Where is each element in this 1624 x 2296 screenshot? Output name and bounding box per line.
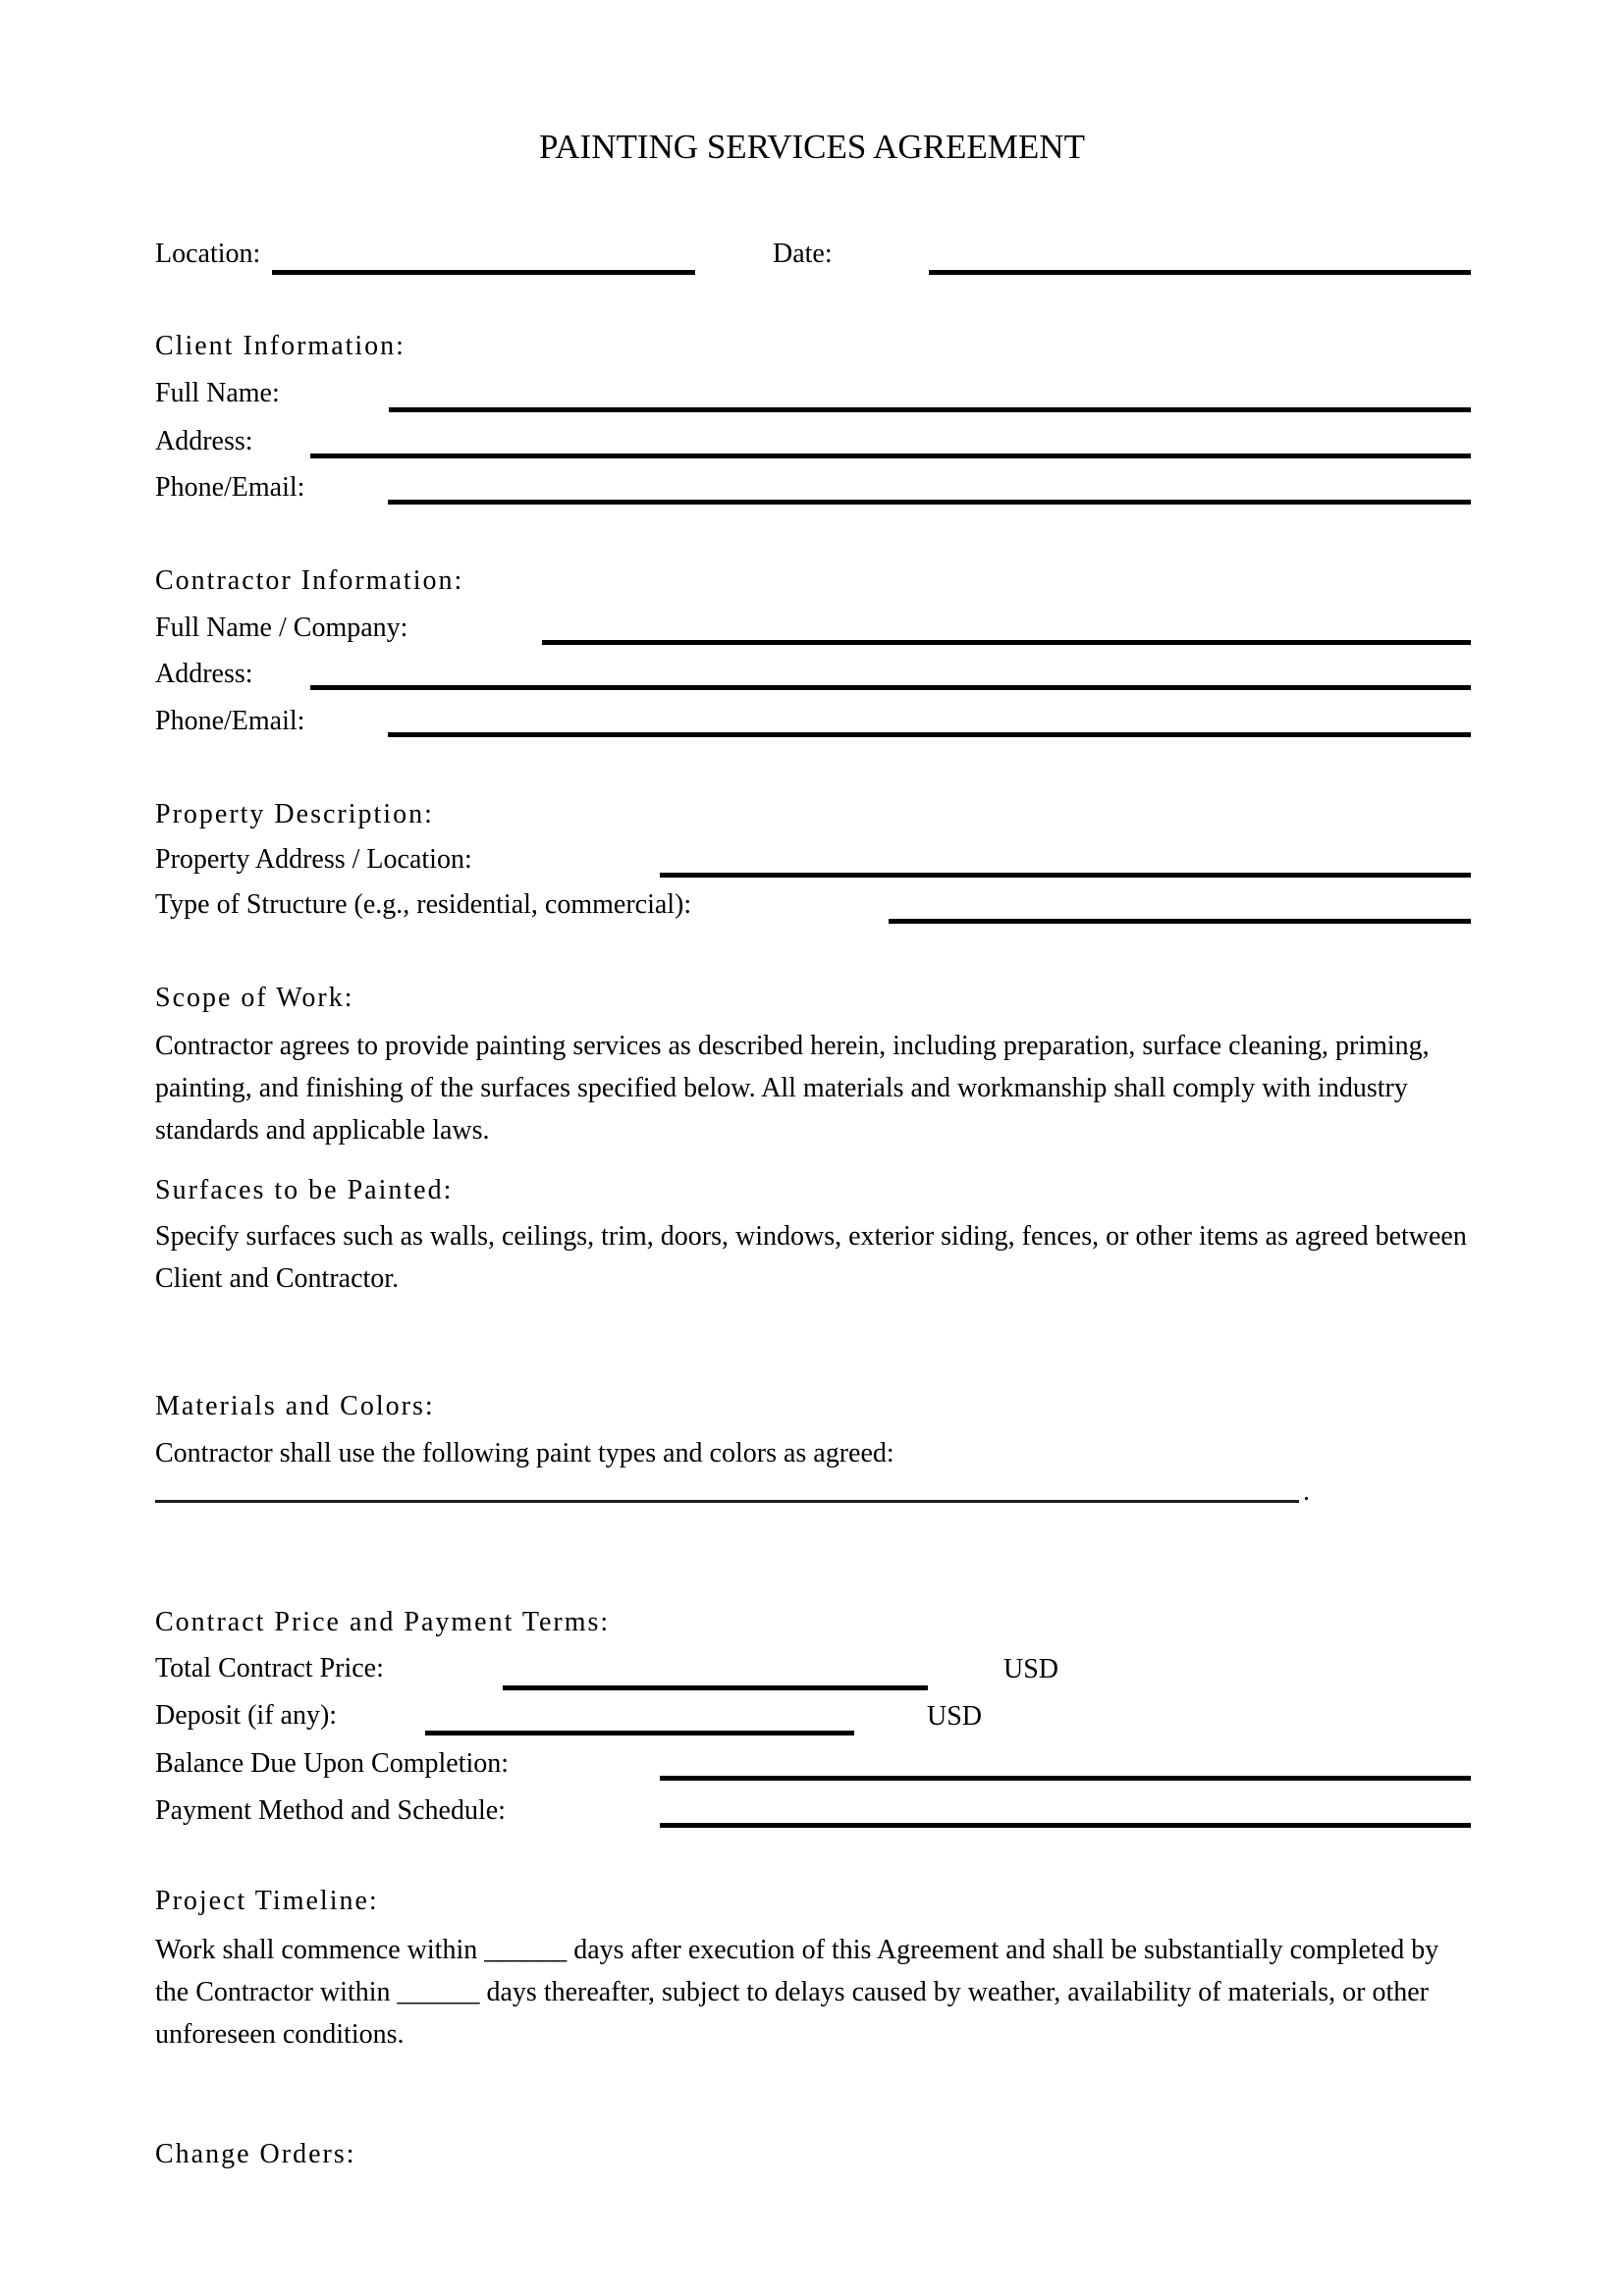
structure-type-blank-line (889, 919, 1471, 924)
change-orders-heading: Change Orders: (155, 2139, 356, 2169)
timeline-line: Work shall commence within ______ days after execution of this Agreement and shall be substantially completed by (155, 1935, 1439, 1965)
client-full-name-label: Full Name: (155, 378, 280, 408)
deposit-label: Deposit (if any): (155, 1700, 338, 1731)
surfaces-line: Specify surfaces such as walls, ceilings, trim, doors, windows, exterior siding, fences, or other items as agreed between (155, 1221, 1467, 1252)
total-price-label: Total Contract Price: (155, 1653, 384, 1683)
contractor-information-heading: Contractor Information: (155, 565, 464, 596)
property-address-blank-line (660, 873, 1471, 878)
client-full-name-blank-line (389, 407, 1471, 412)
structure-type-label: Type of Structure (e.g., residential, commercial): (155, 889, 692, 920)
location-label: Location: (155, 239, 261, 269)
contractor-phone-email-blank-line (388, 732, 1471, 737)
payment-method-blank-line (660, 1823, 1471, 1828)
location-blank-line (272, 270, 695, 275)
date-label: Date: (773, 239, 833, 269)
scope-line: Contractor agrees to provide painting services as described herein, including preparation, surface cleaning, priming, (155, 1031, 1430, 1061)
deposit-currency: USD (927, 1701, 983, 1732)
project-timeline-paragraph (155, 1929, 1438, 2056)
property-address-label: Property Address / Location: (155, 844, 472, 875)
scope-line: painting, and finishing of the surfaces specified below. All materials and workmanship shall comply with industry (155, 1073, 1408, 1103)
client-information-heading: Client Information: (155, 331, 406, 361)
timeline-line: unforeseen conditions. (155, 2019, 405, 2050)
document-title: PAINTING SERVICES AGREEMENT (539, 128, 1085, 166)
surfaces-heading: Surfaces to be Painted: (155, 1175, 454, 1205)
client-address-label: Address: (155, 426, 253, 456)
materials-blank-line (155, 1500, 1299, 1503)
property-description-heading: Property Description: (155, 799, 434, 829)
scope-line: standards and applicable laws. (155, 1115, 490, 1146)
project-timeline-heading: Project Timeline: (155, 1886, 379, 1916)
client-address-blank-line (310, 454, 1471, 458)
surfaces-line: Client and Contractor. (155, 1263, 400, 1294)
scope-of-work-paragraph (155, 1025, 1430, 1151)
materials-heading: Materials and Colors: (155, 1391, 435, 1421)
total-price-currency: USD (1003, 1654, 1059, 1684)
materials-blank-terminator: . (1303, 1476, 1310, 1507)
payment-method-label: Payment Method and Schedule: (155, 1795, 506, 1826)
date-blank-line (929, 270, 1471, 275)
surfaces-paragraph (155, 1215, 1467, 1300)
contractor-address-label: Address: (155, 659, 253, 689)
client-phone-email-blank-line (388, 500, 1471, 505)
contractor-full-name-company-label: Full Name / Company: (155, 613, 408, 643)
materials-intro-text: Contractor shall use the following paint types and colors as agreed: (155, 1438, 894, 1468)
contractor-address-blank-line (310, 685, 1471, 690)
contractor-phone-email-label: Phone/Email: (155, 706, 305, 736)
contractor-full-name-company-blank-line (542, 640, 1471, 645)
scope-of-work-heading: Scope of Work: (155, 983, 354, 1013)
client-phone-email-label: Phone/Email: (155, 472, 305, 503)
balance-due-blank-line (660, 1776, 1471, 1781)
balance-due-label: Balance Due Upon Completion: (155, 1748, 510, 1779)
payment-terms-heading: Contract Price and Payment Terms: (155, 1607, 611, 1637)
deposit-blank-line (425, 1731, 854, 1735)
total-price-blank-line (503, 1685, 928, 1690)
timeline-line: the Contractor within ______ days thereafter, subject to delays caused by weather, availability of materials, or other (155, 1977, 1429, 2007)
